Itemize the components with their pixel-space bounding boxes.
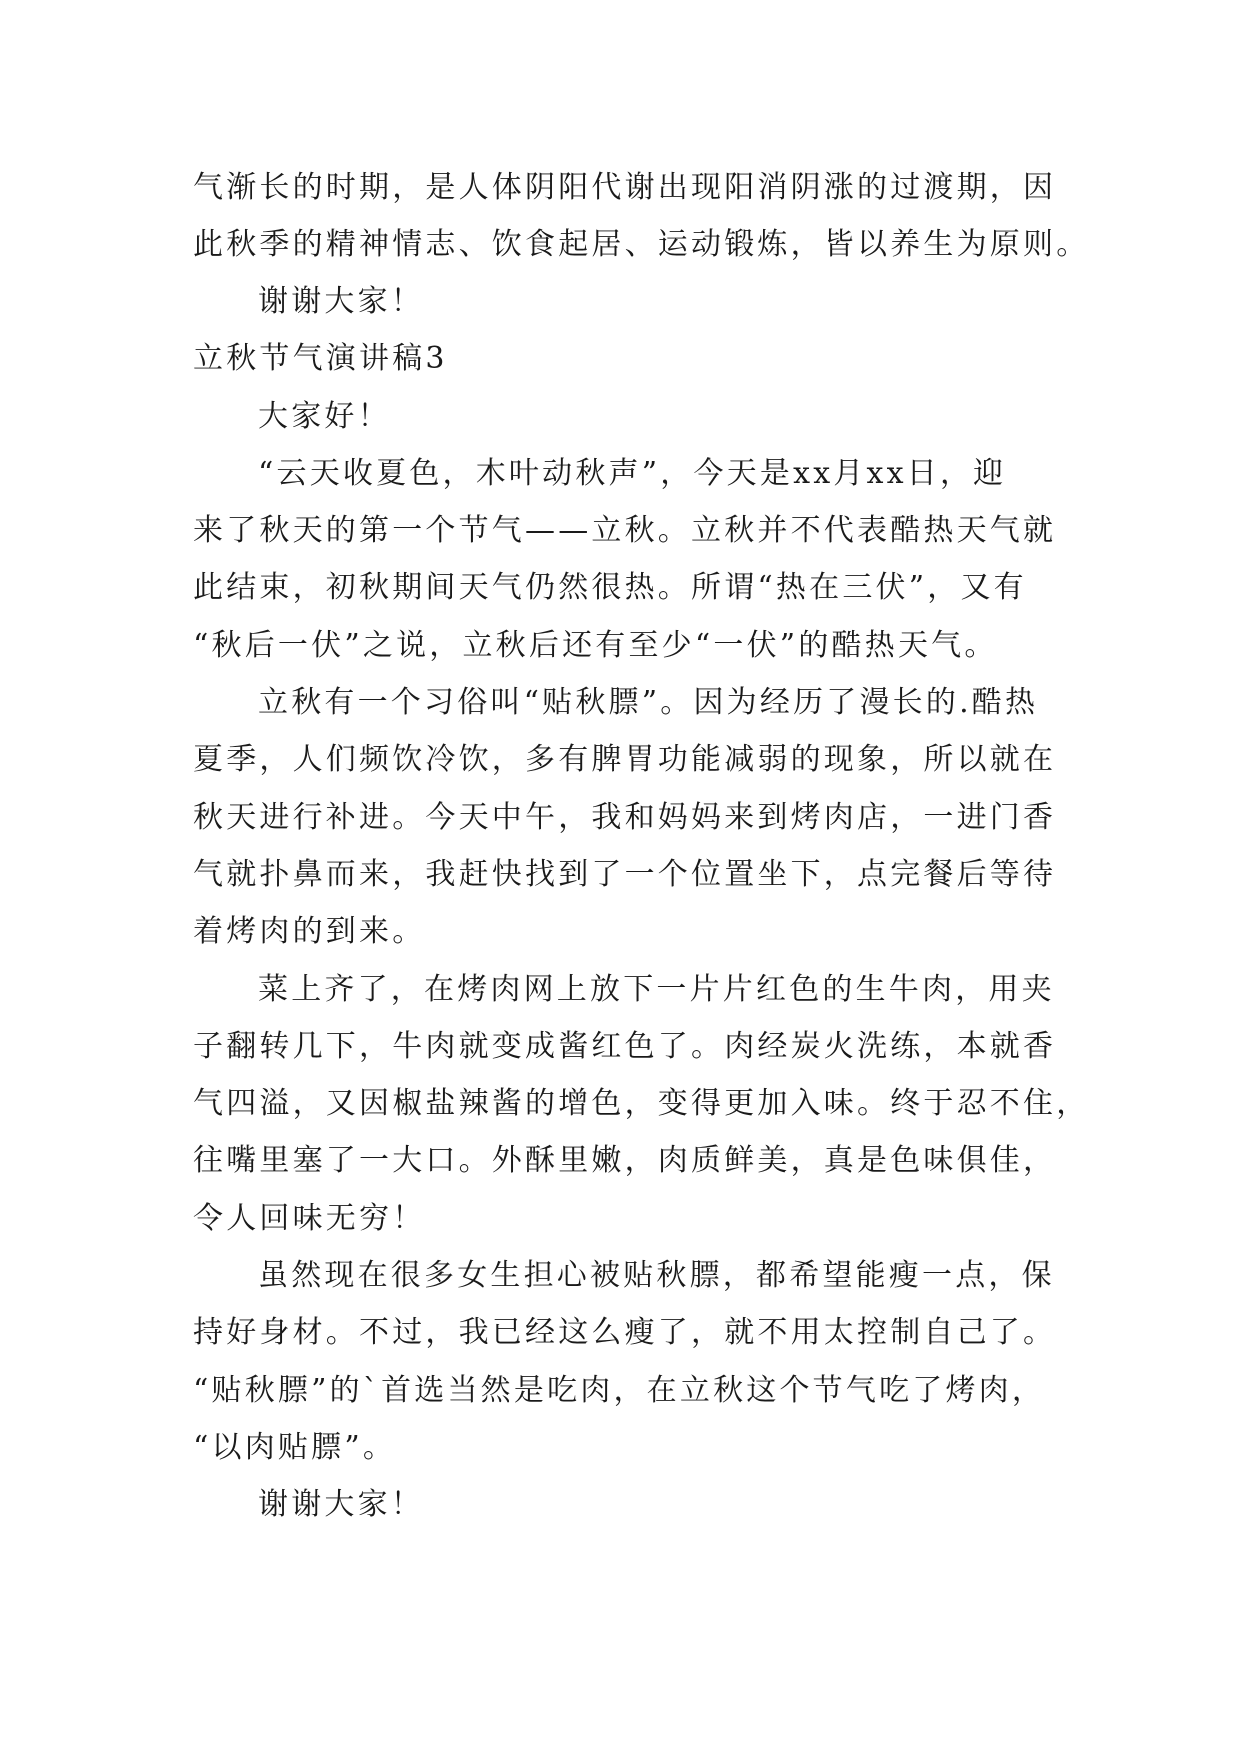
paragraph-line: 虽然现在很多女生担心被贴秋膘，都希望能瘦一点，保	[258, 1258, 1055, 1293]
paragraph-line: 此秋季的精神情志、饮食起居、运动锻炼，皆以养生为原则。	[193, 227, 1090, 262]
paragraph-line: 气渐长的时期，是人体阴阳代谢出现阳消阴涨的过渡期，因	[193, 170, 1057, 205]
paragraph-line: 持好身材。不过，我已经这么瘦了，就不用太控制自己了。	[193, 1315, 1057, 1350]
paragraph-line: 来了秋天的第一个节气——立秋。立秋并不代表酷热天气就	[193, 513, 1057, 548]
paragraph-line: “贴秋膘”的`首选当然是吃肉，在立秋这个节气吃了烤肉，	[193, 1373, 1046, 1408]
closing-line: 谢谢大家！	[258, 1487, 424, 1522]
paragraph-line: 夏季，人们频饮冷饮，多有脾胃功能减弱的现象，所以就在	[193, 742, 1057, 777]
paragraph-line: “云天收夏色，木叶动秋声”，今天是xx月xx日，迎	[258, 456, 1007, 491]
paragraph-line: “秋后一伏”之说，立秋后还有至少“一伏”的酷热天气。	[193, 628, 998, 663]
paragraph-line: 秋天进行补进。今天中午，我和妈妈来到烤肉店，一进门香	[193, 800, 1057, 835]
paragraph-line: “以肉贴膘”。	[193, 1430, 397, 1465]
paragraph-line: 此结束，初秋期间天气仍然很热。所谓“热在三伏”，又有	[193, 570, 1027, 605]
closing-line: 谢谢大家！	[258, 284, 424, 319]
paragraph-line: 往嘴里塞了一大口。外酥里嫩，肉质鲜美，真是色味俱佳，	[193, 1143, 1057, 1178]
paragraph-line: 气四溢，又因椒盐辣酱的增色，变得更加入味。终于忍不住，	[193, 1086, 1090, 1121]
paragraph-line: 立秋有一个习俗叫“贴秋膘”。因为经历了漫长的.酷热	[258, 685, 1039, 720]
paragraph-line: 令人回味无穷！	[193, 1201, 426, 1236]
greeting-line: 大家好！	[258, 399, 391, 434]
paragraph-line: 子翻转几下，牛肉就变成酱红色了。肉经炭火洗练，本就香	[193, 1029, 1057, 1064]
paragraph-line: 菜上齐了，在烤肉网上放下一片片红色的生牛肉，用夹	[258, 972, 1055, 1007]
section-heading: 立秋节气演讲稿3	[193, 341, 448, 376]
paragraph-line: 气就扑鼻而来，我赶快找到了一个位置坐下，点完餐后等待	[193, 857, 1057, 892]
paragraph-line: 着烤肉的到来。	[193, 914, 426, 949]
